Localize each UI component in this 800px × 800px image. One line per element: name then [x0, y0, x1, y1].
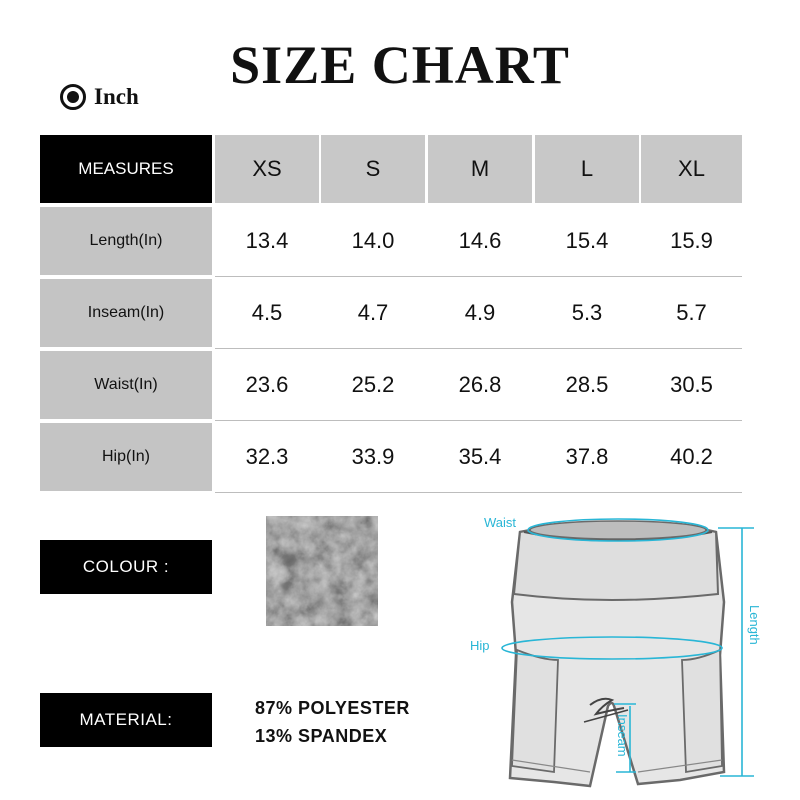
table-cell: 14.6	[428, 207, 532, 275]
table-cell: 23.6	[215, 351, 319, 419]
table-cell: 28.5	[535, 351, 639, 419]
unit-radio-button[interactable]	[60, 84, 86, 110]
size-header-l: L	[535, 135, 639, 203]
row-label-inseam: Inseam(In)	[40, 279, 212, 347]
measures-header: MEASURES	[40, 135, 212, 203]
size-header-xl: XL	[641, 135, 742, 203]
table-cell: 4.5	[215, 279, 319, 347]
row-divider	[215, 276, 742, 277]
table-cell: 5.3	[535, 279, 639, 347]
table-cell: 33.9	[321, 423, 425, 491]
table-cell: 37.8	[535, 423, 639, 491]
table-cell: 5.7	[641, 279, 742, 347]
row-divider	[215, 348, 742, 349]
inseam-label: Inseam	[615, 714, 630, 757]
material-composition	[255, 694, 410, 750]
table-cell: 15.9	[641, 207, 742, 275]
table-cell: 15.4	[535, 207, 639, 275]
size-header-s: S	[321, 135, 425, 203]
hip-label: Hip	[470, 638, 490, 653]
radio-selected-dot	[67, 91, 79, 103]
unit-selector[interactable]	[60, 84, 139, 110]
colour-swatch[interactable]	[266, 516, 378, 626]
left-pocket	[512, 650, 558, 772]
table-cell: 40.2	[641, 423, 742, 491]
right-pocket	[682, 650, 722, 772]
waist-label: Waist	[484, 515, 517, 530]
row-label-length: Length(In)	[40, 207, 212, 275]
table-cell: 4.9	[428, 279, 532, 347]
table-cell: 14.0	[321, 207, 425, 275]
table-cell: 30.5	[641, 351, 742, 419]
waist-opening	[530, 521, 706, 539]
material-line-spandex: 13% SPANDEX	[255, 726, 388, 746]
length-label: Length	[747, 605, 762, 645]
table-cell: 4.7	[321, 279, 425, 347]
row-divider	[215, 492, 742, 493]
shorts-measurement-diagram	[462, 510, 762, 796]
unit-label: Inch	[94, 84, 139, 109]
colour-label: COLOUR :	[40, 540, 212, 594]
page-title: SIZE CHART	[230, 35, 570, 95]
table-cell: 25.2	[321, 351, 425, 419]
row-label-hip: Hip(In)	[40, 423, 212, 491]
material-line-polyester: 87% POLYESTER	[255, 698, 410, 718]
size-header-xs: XS	[215, 135, 319, 203]
material-label: MATERIAL:	[40, 693, 212, 747]
table-cell: 35.4	[428, 423, 532, 491]
table-cell: 32.3	[215, 423, 319, 491]
row-label-waist: Waist(In)	[40, 351, 212, 419]
size-header-m: M	[428, 135, 532, 203]
table-cell: 13.4	[215, 207, 319, 275]
table-cell: 26.8	[428, 351, 532, 419]
row-divider	[215, 420, 742, 421]
